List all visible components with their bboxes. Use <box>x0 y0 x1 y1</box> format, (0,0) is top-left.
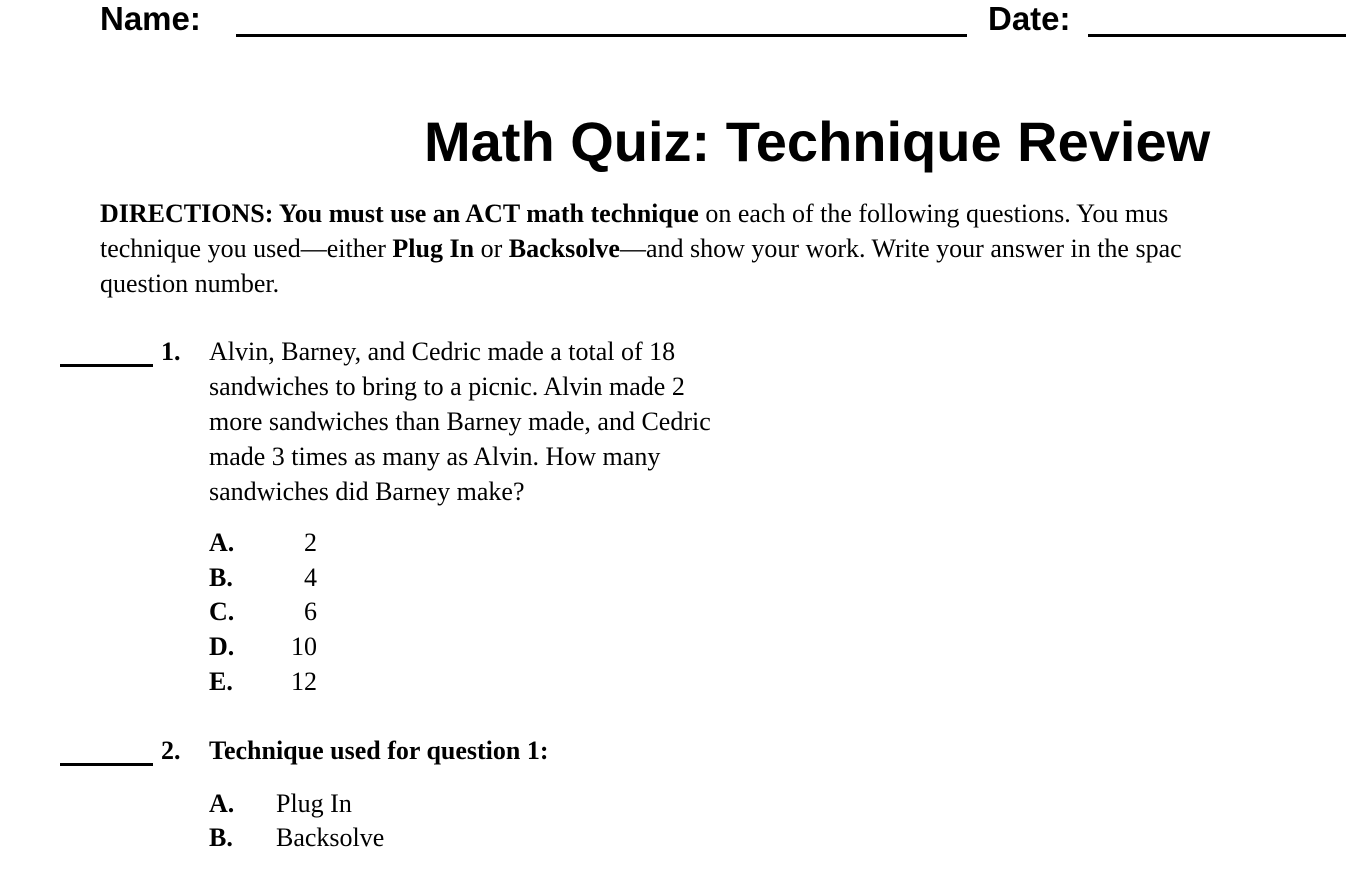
question-1-line: Alvin, Barney, and Cedric made a total of 18 <box>209 337 676 366</box>
choice-value: Backsolve <box>276 823 385 852</box>
choice-letter: E. <box>209 667 233 696</box>
directions-line-2 <box>100 231 1346 266</box>
question-2-text <box>209 733 549 768</box>
choice-value: 12 <box>291 667 317 696</box>
date-label: Date: <box>988 0 1071 37</box>
name-label: Name: <box>100 0 201 37</box>
choice-letter: B. <box>209 823 233 852</box>
choice-value: 10 <box>291 632 317 661</box>
question-1-line: sandwiches to bring to a picnic. Alvin made 2 <box>209 372 685 401</box>
directions-paragraph <box>100 196 1346 301</box>
directions-text: —and show your work. Write your answer in the spac <box>619 234 1182 263</box>
question-1-line: made 3 times as many as Alvin. How many <box>209 442 661 471</box>
choice-value: 4 <box>304 563 317 592</box>
answer-blank-q1[interactable] <box>60 364 153 367</box>
q1-choice-d <box>209 629 317 664</box>
choice-letter: A. <box>209 789 235 818</box>
question-1-line: more sandwiches than Barney made, and Cedric <box>209 407 711 436</box>
choice-letter: C. <box>209 597 235 626</box>
q2-choice-b <box>209 820 509 855</box>
name-field-line[interactable] <box>236 34 967 37</box>
question-number-2: 2. <box>161 736 181 765</box>
choice-value: 2 <box>304 528 317 557</box>
directions-line-1 <box>100 196 1346 231</box>
date-field-line[interactable] <box>1088 34 1346 37</box>
choice-value: Plug In <box>276 789 352 818</box>
choice-letter: D. <box>209 632 235 661</box>
q2-choice-a <box>209 786 509 821</box>
plug-in-term: Plug In <box>392 234 475 263</box>
question-2-line: Technique used for question 1: <box>209 736 549 765</box>
choice-letter: B. <box>209 563 233 592</box>
q1-choice-b <box>209 560 317 595</box>
choice-value: 6 <box>304 597 317 626</box>
question-1-text <box>209 334 711 509</box>
choice-letter: A. <box>209 528 235 557</box>
q1-choice-e <box>209 664 317 699</box>
backsolve-term: Backsolve <box>508 234 620 263</box>
directions-emphasis: DIRECTIONS: You must use an ACT math technique <box>100 199 699 228</box>
directions-text: on each of the following questions. You mus <box>698 199 1169 228</box>
directions-line-3: question number. <box>100 269 280 298</box>
question-1-line: sandwiches did Barney make? <box>209 477 525 506</box>
page-title: Math Quiz: Technique Review <box>424 110 1211 173</box>
directions-text: or <box>474 234 509 263</box>
answer-blank-q2[interactable] <box>60 763 153 766</box>
directions-text: technique you used—either <box>100 234 393 263</box>
q1-choice-c <box>209 594 317 629</box>
question-number-1: 1. <box>161 337 181 366</box>
q1-choice-a <box>209 525 317 560</box>
